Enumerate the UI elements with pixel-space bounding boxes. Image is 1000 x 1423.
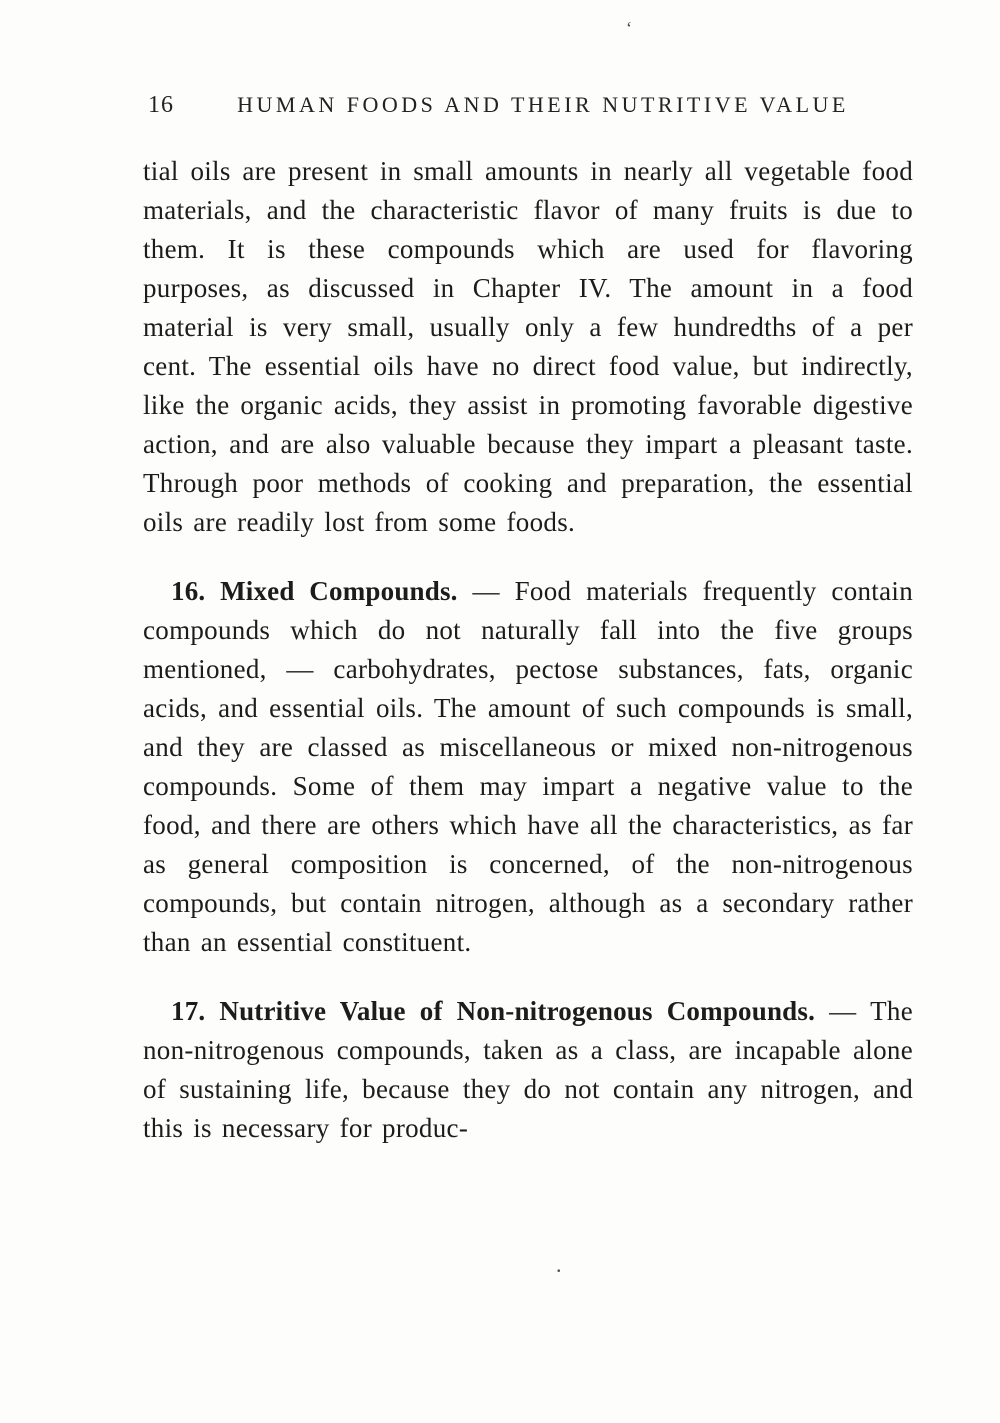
scan-artifact-top: ‘: [626, 18, 632, 38]
paragraph-text: — The non-nitrogenous compounds, taken as a class, are incapable alone of sustaining life, because they do not contain any nitrogen, and this is necessary for produc-: [143, 996, 913, 1143]
section-heading: 17. Nutritive Value of Non-nitrogenous Compounds.: [171, 996, 816, 1026]
running-title: HUMAN FOODS AND THEIR NUTRITIVE VALUE: [237, 92, 849, 117]
paragraph-section-17: [143, 992, 913, 1148]
section-heading: 16. Mixed Compounds.: [171, 576, 458, 606]
body-text: [143, 152, 913, 1148]
page-number: 16: [148, 92, 174, 118]
page-header: [143, 92, 913, 118]
paragraph-continuation: [143, 152, 913, 542]
paragraph-text: tial oils are present in small amounts in nearly all vegetable food materials, and the characteristic flavor of many fruits is due to them. It is these compounds which are used for flavoring purposes, as discussed in Chapter IV. The amount in a food material is very small, usually only a few hundredths of a per cent. The essential oils have no direct food value, but indirectly, like the organic acids, they assist in promoting favorable digestive action, and are also valuable because they impart a pleasant taste. Through poor methods of cooking and preparation, the essential oils are readily lost from some foods.: [143, 156, 913, 537]
scan-artifact-bottom: .: [556, 1252, 562, 1277]
paragraph-text: — Food materials frequently contain compounds which do not naturally fall into the five groups mentioned, — carbohydrates, pectose substances, fats, organic acids, and essential oils. The amount of such compounds is small, and they are classed as miscellaneous or mixed non-nitrogenous compounds. Some of them may impart a negative value to the food, and there are others which have all the characteristics, as far as general composition is concerned, of the non-nitrogenous compounds, but contain nitrogen, although as a secondary rather than an essential constituent.: [143, 576, 913, 957]
paragraph-section-16: [143, 572, 913, 962]
